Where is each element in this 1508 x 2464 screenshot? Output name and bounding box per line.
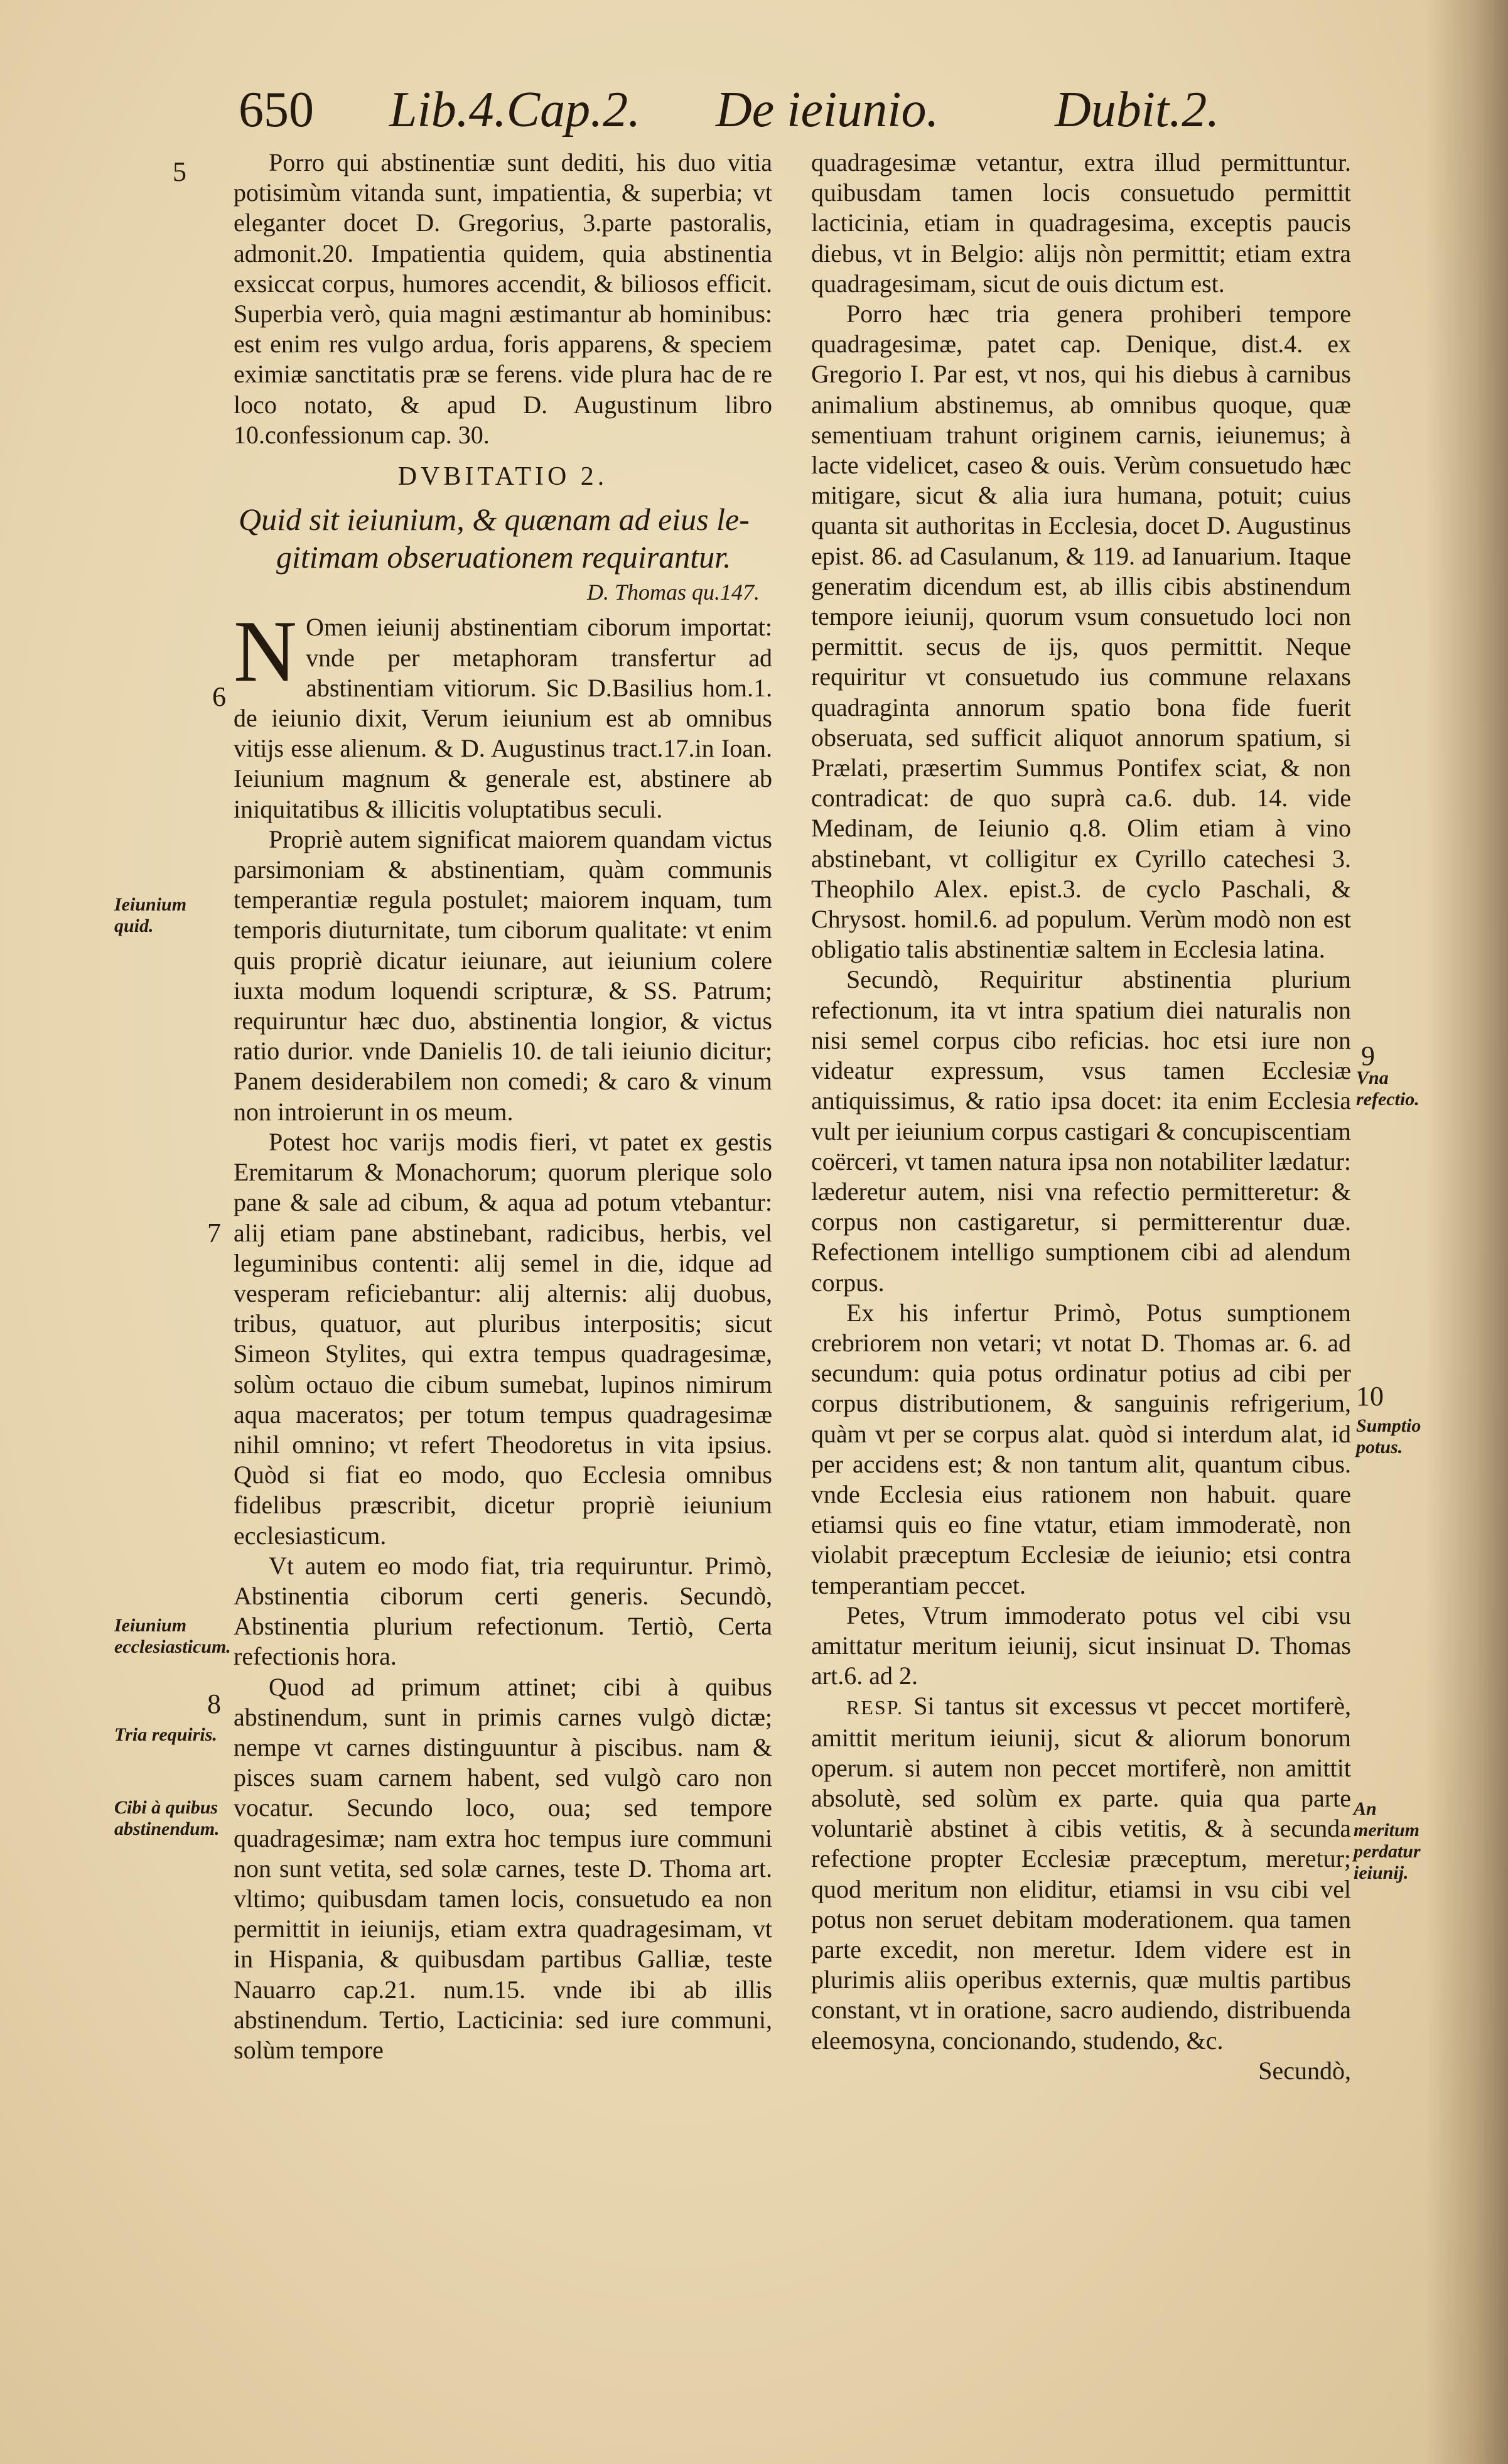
dubitatio-label: Dubit.2. xyxy=(1055,82,1220,138)
paragraph-6b: Propriè autem significat maiorem quandam victus parsimoniam & abstinentiam, quàm communis temperantiæ regula postulet; maiorem inquam, tum temporis diuturnitate, tum ciborum qualitate: vt enim quis propriè dicatur ieiunare, aut ieiunium colere iuxta modum loquendi scripturæ, & SS. Patrum; requiruntur hæc duo, abstinentia longior, & victus ratio durior. vnde Danielis 10. de tali ieiunio dicitur; Panem desiderabilem non comedi; & caro & vinum non introierunt in os meum. xyxy=(234,824,772,1126)
paragraph-10: Ex his infertur Primò, Potus sumptionem crebriorem non vetari; vt notat D. Thomas ar. 6. ad secundum: quia potus ordinatur potius ad cibi per corpus distributionem, & sanguinis refrigerium, quàm vt per se corpus alat. quòd si interdum alat, id per accidens est; & non tantum alit, quantum cibus. vnde Ecclesia eius rationem non habuit. quare etiamsi quis eo fine vtatur, etiam immoderatè, non violabit præceptum Ecclesiæ de ieiunio; etsi contra temperantiam peccet. xyxy=(811,1298,1351,1599)
reference: D. Thomas qu.147. xyxy=(586,580,760,605)
resp-text: Si tantus sit excessus vt peccet mortiferè, amittit meritum ieiunij, sicut & aliorum bonorum operum. si autem non peccet mortiferè, non amittit absolutè, sed solùm ex parte. quia qua parte voluntariè abstinet à cibis vetitis, & à secunda refectione propter Ecclesiæ præceptum, meretur; quod meritum non eliditur, etiamsi in vsu cibi vel potus non seruet debitam moderationem. qua tamen parte excedit, non meretur. Idem videre est in plurimis aliis operibus externis, quæ multis partibus constant, vt in oratione, sacro audiendo, distribuenda eleemosyna, concionando, studendo, &c. xyxy=(811,1692,1352,2055)
margin-note-cibi: Cibi à quibus abstinendum. xyxy=(114,1797,220,1839)
page-number: 650 xyxy=(239,82,314,138)
margin-note-ieiunium-quid: Ieiunium quid. xyxy=(114,894,187,936)
paragraph-8b: Quod ad primum attinet; cibi à quibus abstinendum, sunt in primis carnes vulgò dictæ; nempe vt carnes distinguuntur à piscibus. nam & pisces suam carnem habent, sed vulgò caro non vocatur. Secundo loco, oua; sed tempore quadragesimæ; nam extra hoc tempus iure communi non sunt vetita, sed solæ carnes, teste D. Thoma art. vltimo; quibusdam tamen locis, consuetudo ea non permittit in ieiunijs, etiam extra quadragesimam, vt in Hispania, & quibusdam partibus Galliæ, teste Nauarro cap.21. num.15. vnde ibi ab illis abstinendum. Tertio, Lacticinia: sed iure communi, solùm tempore xyxy=(234,1672,772,2064)
page-gutter-shadow xyxy=(1425,0,1508,2464)
paragraph-8: Vt autem eo modo fiat, tria requiruntur. Primò, Abstinentia ciborum certi generis. Secundò, Abstinentia plurium refectionum. Tertiò, Certa refectionis hora. xyxy=(234,1551,772,1671)
section-heading: DVBITATIO 2. xyxy=(397,462,608,492)
catchword: Secundò, xyxy=(1258,2056,1351,2085)
margin-note-vna-refectio: Vna refectio. xyxy=(1356,1067,1419,1110)
drop-cap: N xyxy=(234,603,298,701)
resp-label: RESP. xyxy=(846,1696,903,1719)
running-header xyxy=(239,78,1268,148)
margin-number-7: 7 xyxy=(207,1218,221,1248)
margin-note-tria-requiris: Tria requiris. xyxy=(114,1724,217,1745)
margin-number-10: 10 xyxy=(1356,1381,1384,1412)
margin-number-5: 5 xyxy=(173,156,186,187)
question-title xyxy=(234,500,772,576)
paragraph-porro: Porro hæc tria genera prohiberi tempore quadragesimæ, patet cap. Denique, dist.4. ex Gregorio I. Par est, vt nos, qui his diebus à carnibus animalium abstinemus, ab omnibus quoque, quæ sementiuam trahunt originem carnis, ieiunemus; à lacte videlicet, caseo & ouis. Verùm consuetudo hæc mitigare, sicut & alia iura humana, potuit; cuius quanta sit authoritas in Ecclesia, docet D. Augustinus epist. 86. ad Casulanum, & 119. ad Ianuarium. Itaque generatim dicendum est, ab illis cibis abstinendum tempore ieiunij, quorum vsum consuetudo loci non permittit. secus de ijs, quos permittit. Neque requiritur vt consuetudo ius commune relaxans quadraginta annorum spatio bona fide fuerit obseruata, sed sufficit aliquot annorum spatium, si Prælati, præsertim Summus Pontifex sciat, & non contradicat: de quo suprà ca.6. dub. 14. vide Medinam, de Ieiunio q.8. Olim etiam à vino abstinebant, vt colligitur ex Cyrillo catechesi 3. Theophilo Alex. epist.3. de cyclo Paschali, & Chrysost. homil.6. ad populum. Verùm modò non est obligatio talis abstinentiæ saltem in Ecclesia latina. xyxy=(811,300,1351,964)
paragraph-6 xyxy=(234,603,772,824)
left-column xyxy=(234,148,772,2065)
margin-number-9: 9 xyxy=(1361,1040,1375,1071)
paragraph-7: Potest hoc varijs modis fieri, vt patet ex gestis Eremitarum & Monachorum; quorum plerique solo pane & sale ad cibum, & aqua ad potum vtebantur: alij etiam pane abstinebant, radicibus, herbis, vel leguminibus contenti: alij semel in die, idque ad vesperam reficiebantur: alij alternis: alij duobus, tribus, quatuor, aut pluribus interpositis; sicut Simeon Stylites, qui extra tempus quadragesimæ, solùm octauo die cibum sumebat, lupinos nimirum aqua maceratos; per totum tempus quadragesimæ nihil omnino; vt refert Theodoretus in vita ipsius. Quòd si fiat eo modo, quo Ecclesia omnibus fidelibus præscribit, dicetur propriè ieiunium ecclesiasticum. xyxy=(234,1127,772,1550)
paragraph-6-text: Omen ieiunij abstinentiam ciborum importat: vnde per metaphoram transfertur ad abstinentiam vitiorum. Sic D.Basilius hom.1. de ieiunio dixit, Verum ieiunium est ab omnibus vitijs esse alienum. & D. Augustinus tract.17.in Ioan. Ieiunium magnum & generale est, abstinere ab iniquitatibus & illicitis voluptatibus seculi. xyxy=(234,613,772,823)
margin-note-sumptio-potus: Sumptio potus. xyxy=(1356,1415,1421,1457)
margin-note-ieiunium-ecclesiasticum: Ieiunium ecclesiasticum. xyxy=(114,1615,231,1657)
paragraph-continued: quadragesimæ vetantur, extra illud permittuntur. quibusdam tamen locis consuetudo permittit lacticinia, etiam in quadragesima, exceptis paucis diebus, vt in Belgio: alijs nòn permittit; etiam extra quadragesimam, sicut de ouis dictum est. xyxy=(811,148,1351,298)
book-chapter: Lib.4.Cap.2. xyxy=(389,82,641,138)
right-column xyxy=(811,148,1351,2086)
margin-number-8: 8 xyxy=(207,1689,221,1719)
paragraph-intro: Porro qui abstinentiæ sunt dediti, his duo vitia potisimùm vitanda sunt, impatientia, & superbia; vt eleganter docet D. Gregorius, 3.parte pastoralis, admonit.20. Impatientia quidem, quia abstinentia exsiccat corpus, humores accendit, & biliosos efficit. Superbia verò, quia magni æstimantur ab hominibus: est enim res vulgo ardua, foris apparens, & speciem eximiæ sanctitatis præ se ferens. vide plura hac de re loco notato, & apud D. Augustinum libro 10.confessionum cap. 30. xyxy=(234,148,772,449)
paragraph-9: Secundò, Requiritur abstinentia plurium refectionum, ita vt intra spatium diei naturalis non nisi semel corpus cibo reficias. hoc etsi iure non videatur expressum, vsus tamen Ecclesiæ antiquissimus, & ratio ipsa docet: ita enim Ecclesia vult per ieiunium corpus castigari & concupiscentiam coërceri, vt tamen natura ipsa non notabiliter lædatur: læderetur autem, nisi vna refectio permitteretur: & corpus non castigaretur, si permitterentur duæ. Refectionem intelligo sumptionem cibi ad alendum corpus. xyxy=(811,965,1351,1297)
paragraph-petes: Petes, Vtrum immoderato potus vel cibi vsu amittatur meritum ieiunij, sicut insinuat D. Thomas art.6. ad 2. xyxy=(811,1601,1351,1690)
paragraph-resp xyxy=(811,1691,1351,2055)
running-title: De ieiunio. xyxy=(716,82,939,138)
question-line-2: gitimam obseruationem requirantur. xyxy=(276,539,731,575)
question-line-1: Quid sit ieiunium, & quænam ad eius le- xyxy=(239,502,750,538)
margin-number-6: 6 xyxy=(212,681,226,712)
margin-note-meritum: An meritum perdatur ieiunij. xyxy=(1354,1798,1421,1883)
